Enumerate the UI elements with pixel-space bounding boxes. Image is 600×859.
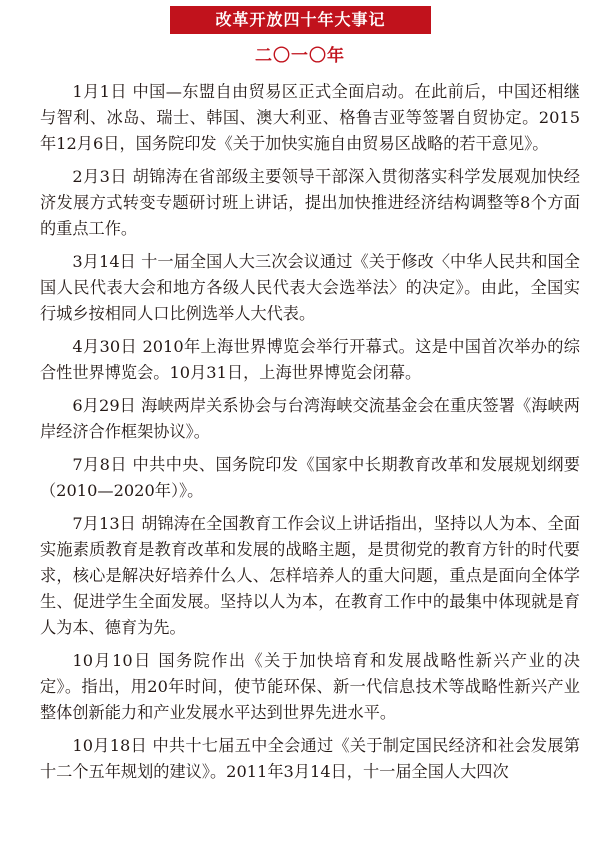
event-entry: 7月13日 胡锦涛在全国教育工作会议上讲话指出，坚持以人为本、全面实施素质教育是教育改革和发展的战略主题，是贯彻党的教育方针的时代要求，核心是解决好培养什么人、怎样培养人的重大问题，重点是面向全体学生、促进学生全面发展。坚持以人为本，在教育工作中的最集中体现就是育人为本、德育为先。 <box>40 514 580 637</box>
event-entry: 1月1日 中国—东盟自由贸易区正式全面启动。在此前后，中国还相继与智利、冰岛、瑞士、韩国、澳大利亚、格鲁吉亚等签署自贸协定。2015年12月6日，国务院印发《关于加快实施自由贸易区战略的若干意见》。 <box>40 82 580 153</box>
event-entry: 4月30日 2010年上海世界博览会举行开幕式。这是中国首次举办的综合性世界博览会。10月31日，上海世界博览会闭幕。 <box>40 337 580 382</box>
event-entry: 10月10日 国务院作出《关于加快培育和发展战略性新兴产业的决定》。指出，用20年时间，使节能环保、新一代信息技术等战略性新兴产业整体创新能力和产业发展水平达到世界先进水平。 <box>40 651 580 722</box>
event-entry: 2月3日 胡锦涛在省部级主要领导干部深入贯彻落实科学发展观加快经济发展方式转变专题研讨班上讲话，提出加快推进经济结构调整等8个方面的重点工作。 <box>40 167 580 238</box>
event-entry: 6月29日 海峡两岸关系协会与台湾海峡交流基金会在重庆签署《海峡两岸经济合作框架协议》。 <box>40 396 580 441</box>
page-header-title: 改革开放四十年大事记 <box>170 6 431 34</box>
events-list <box>40 79 580 792</box>
year-heading: 二〇一〇年 <box>255 46 345 66</box>
event-entry: 3月14日 十一届全国人大三次会议通过《关于修改〈中华人民共和国全国人民代表大会和地方各级人民代表大会选举法〉的决定》。由此，全国实行城乡按相同人口比例选举人大代表。 <box>40 252 580 323</box>
event-entry: 10月18日 中共十七届五中全会通过《关于制定国民经济和社会发展第十二个五年规划的建议》。2011年3月14日，十一届全国人大四次 <box>40 736 580 781</box>
event-entry: 7月8日 中共中央、国务院印发《国家中长期教育改革和发展规划纲要（2010—2020年）》。 <box>40 455 580 500</box>
